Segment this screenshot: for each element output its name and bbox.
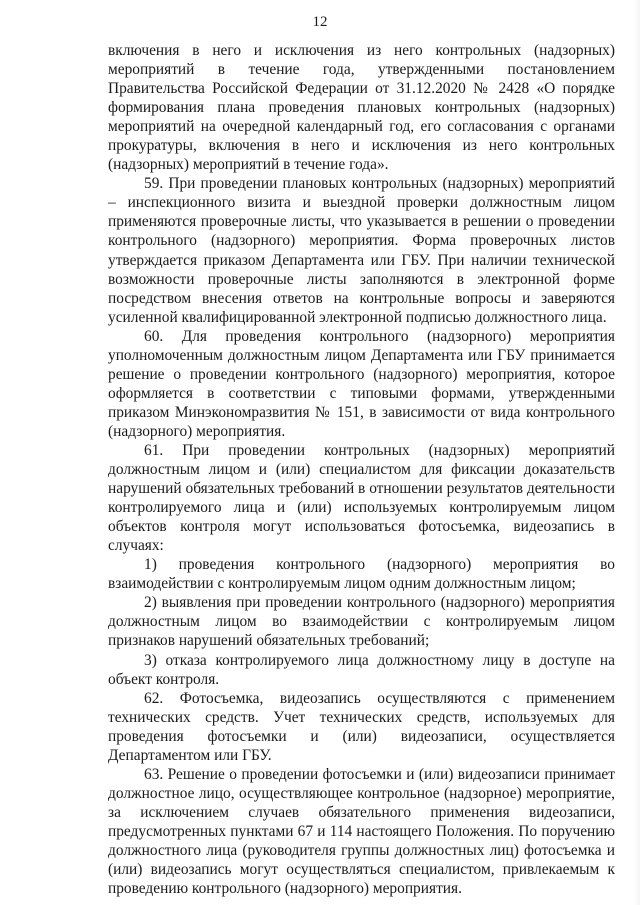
paragraph-60: 60. Для проведения контрольного (надзорного) мероприятия уполномоченным должностным лицом Департамента или ГБУ принимается решение о проведении контрольного (надзорного) мероприятия, которое оформляется в соответствии с типовыми формами, утвержденными приказом Минэкономразвития № 151, в зависимости от вида контрольного (надзорного) мероприятия. <box>108 327 615 440</box>
paragraph-62: 62. Фотосъемка, видеозапись осуществляются с применением технических средств. Учет технических средств, используемых для проведения фотосъемки и (или) видеозаписи, осуществляется Департаментом или ГБУ. <box>108 689 615 764</box>
list-item-61-1: 1) проведения контрольного (надзорного) мероприятия во взаимодействии с контролируемым лицом одним должностным лицом; <box>108 556 615 593</box>
paragraph-continuation: включения в него и исключения из него контрольных (надзорных) мероприятий в течение года, утвержденными постановлением Правительства Российской Федерации от 31.12.2020 № 2428 «О порядке формирования плана проведения плановых контрольных (надзорных) мероприятий на очередной календарный год, его согласования с органами прокуратуры, включения в него и исключения из него контрольных (надзорных) мероприятий в течение года». <box>108 42 615 174</box>
list-item-61-3: 3) отказа контролируемого лица должностному лицу в доступе на объект контроля. <box>108 651 615 688</box>
document-body <box>108 41 615 898</box>
scan-edge-shadow <box>634 0 640 905</box>
list-item-61-2: 2) выявления при проведении контрольного (надзорного) мероприятия должностным лицом во взаимодействии с контролируемым лицом признаков нарушений обязательных требований; <box>108 594 615 650</box>
page-number: 12 <box>312 14 328 30</box>
paragraph-63: 63. Решение о проведении фотосъемки и (или) видеозаписи принимает должностное лицо, осуществляющее контрольное (надзорное) мероприятие, за исключением случаев обязательного применения видеозаписи, предусмотренных пунктами 67 и 114 настоящего Положения. По поручению должностного лица (руководителя группы должностных лиц) фотосъемка и (или) видеозапись могут осуществляться специалистом, привлекаемым к проведению контрольного (надзорного) мероприятия. <box>108 765 615 898</box>
paragraph-59: 59. При проведении плановых контрольных (надзорных) мероприятий – инспекционного визита и выездной проверки должностным лицом применяются проверочные листы, что указывается в решении о проведении контрольного (надзорного) мероприятия. Форма проверочных листов утверждается приказом Департамента или ГБУ. При наличии технической возможности проверочные листы заполняются в электронной форме посредством внесения ответов на контрольные вопросы и заверяются усиленной квалифицированной электронной подписью должностного лица. <box>108 175 615 326</box>
paragraph-61: 61. При проведении контрольных (надзорных) мероприятий должностным лицом и (или) специалистом для фиксации доказательств нарушений обязательных требований в отношении результатов деятельности контролируемого лица и (или) используемых контролируемым лицом объектов контроля могут использоваться фотосъемка, видеозапись в случаях: <box>108 441 615 555</box>
